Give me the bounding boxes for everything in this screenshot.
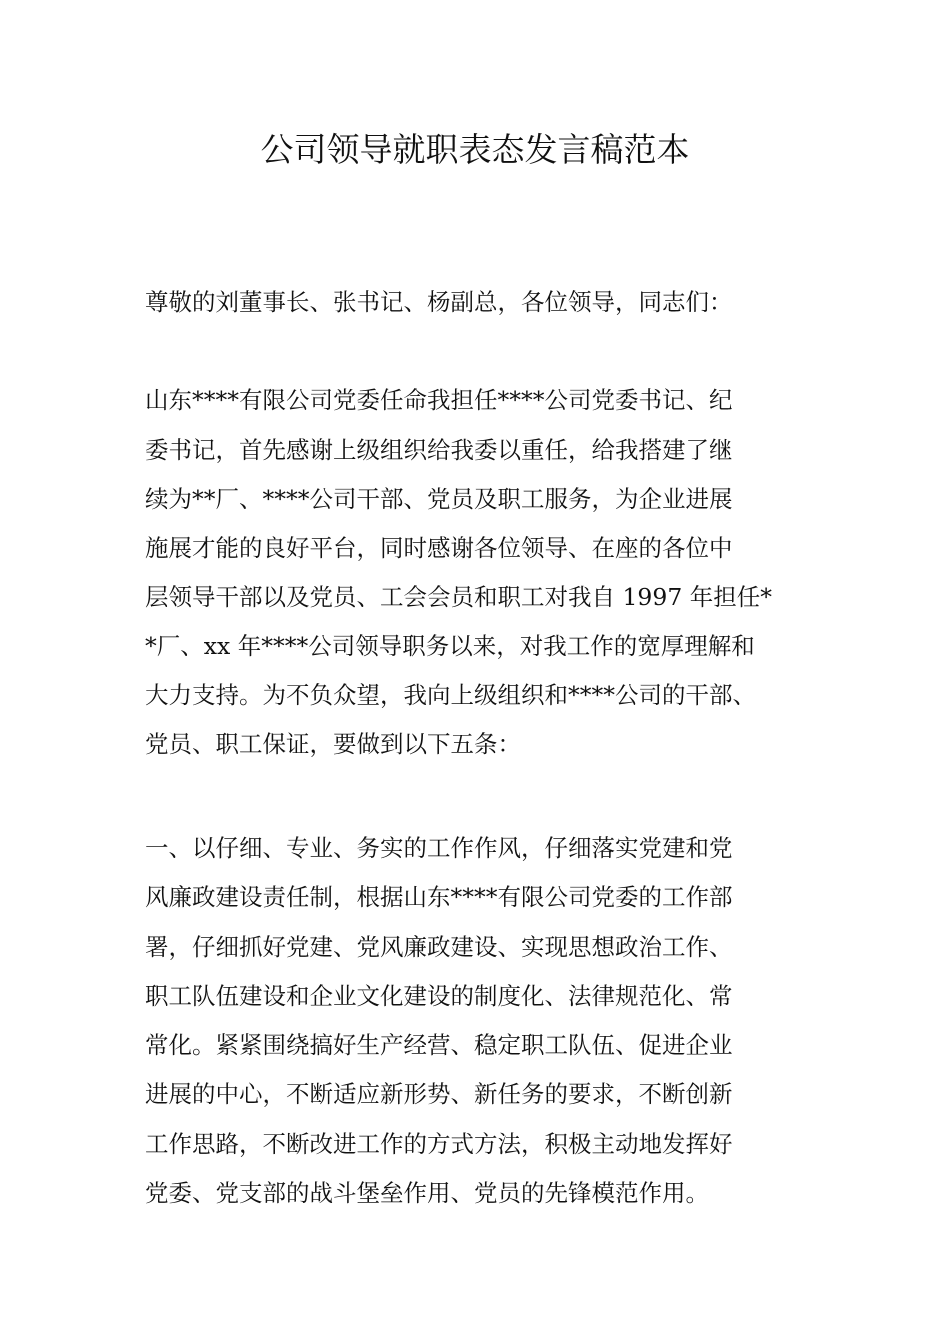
paragraph-line: 层领导干部以及党员、工会会员和职工对我自 1997 年担任* xyxy=(145,583,772,611)
paragraph-line: 进展的中心，不断适应新形势、新任务的要求，不断创新 xyxy=(145,1080,733,1108)
document-title: 公司领导就职表态发言稿范本 xyxy=(260,130,690,169)
paragraph-line: 职工队伍建设和企业文化建设的制度化、法律规范化、常 xyxy=(145,982,733,1010)
paragraph-line: 施展才能的良好平台，同时感谢各位领导、在座的各位中 xyxy=(145,534,733,562)
paragraph-line: 工作思路，不断改进工作的方式方法，积极主动地发挥好 xyxy=(145,1130,733,1158)
paragraph-line: 常化。紧紧围绕搞好生产经营、稳定职工队伍、促进企业 xyxy=(145,1031,733,1059)
paragraph-line: 委书记，首先感谢上级组织给我委以重任，给我搭建了继 xyxy=(145,436,733,464)
paragraph-line: 署，仔细抓好党建、党风廉政建设、实现思想政治工作、 xyxy=(145,933,733,961)
paragraph-line: 一、以仔细、专业、务实的工作作风，仔细落实党建和党 xyxy=(145,834,733,862)
salutation: 尊敬的刘董事长、张书记、杨副总，各位领导，同志们： xyxy=(145,288,733,316)
paragraph-line: 党委、党支部的战斗堡垒作用、党员的先锋模范作用。 xyxy=(145,1179,709,1207)
paragraph-line: 党员、职工保证，要做到以下五条： xyxy=(145,730,521,758)
paragraph-line: 大力支持。为不负众望，我向上级组织和****公司的干部、 xyxy=(145,681,756,709)
paragraph-line: 山东****有限公司党委任命我担任****公司党委书记、纪 xyxy=(145,386,733,414)
paragraph-line: *厂、xx 年****公司领导职务以来，对我工作的宽厚理解和 xyxy=(145,632,755,660)
paragraph-line: 续为**厂、****公司干部、党员及职工服务，为企业进展 xyxy=(145,485,733,513)
paragraph-line: 风廉政建设责任制，根据山东****有限公司党委的工作部 xyxy=(145,883,733,911)
